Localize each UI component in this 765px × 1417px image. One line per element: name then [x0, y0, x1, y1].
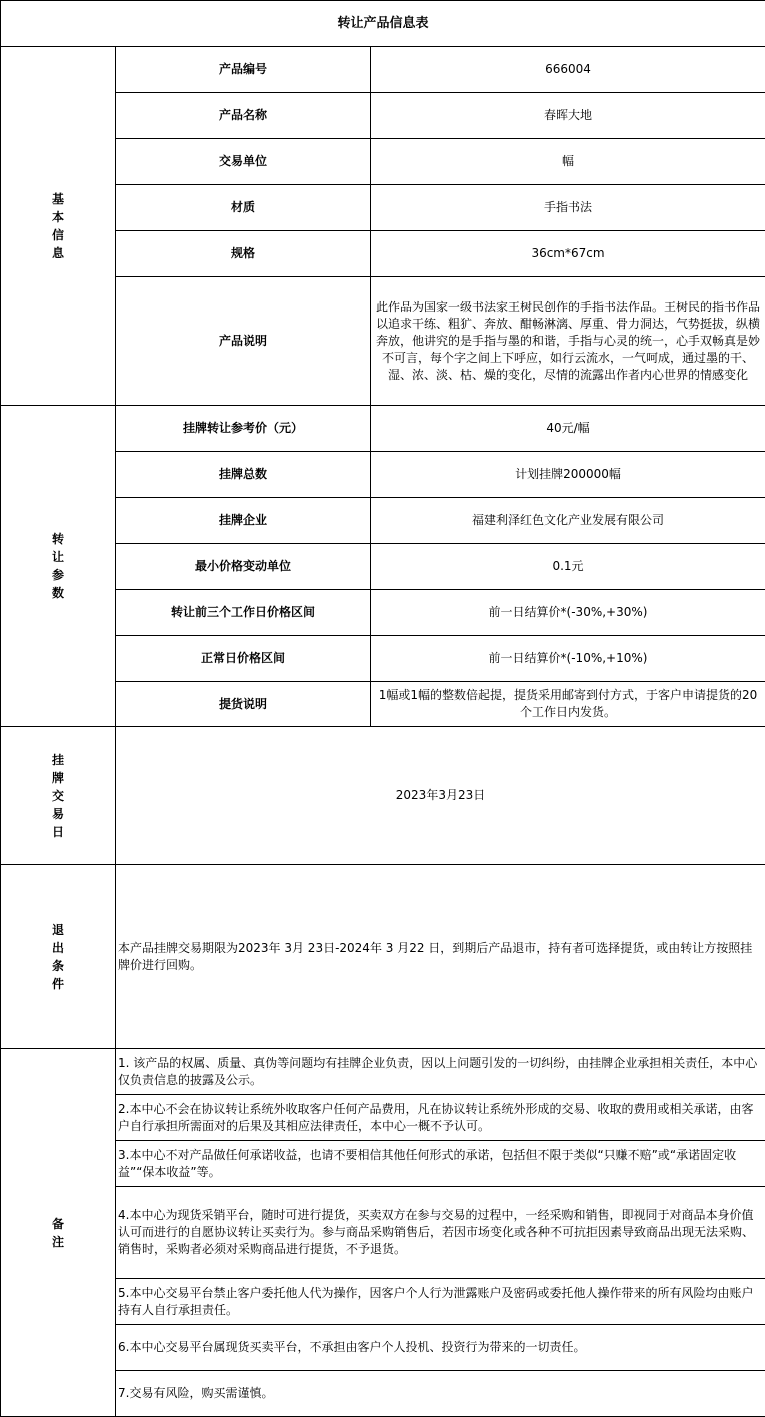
- section-exit-label: 退出条件: [51, 922, 64, 991]
- row-value: 计划挂牌200000幅: [371, 452, 765, 498]
- row-value: 手指书法: [371, 185, 765, 231]
- section-remarks: [1, 1049, 116, 1417]
- row-label: 交易单位: [116, 139, 371, 185]
- row-value: 666004: [371, 47, 765, 93]
- section-transfer-label: 转让参数: [51, 532, 64, 600]
- section-exit-conditions: [1, 865, 116, 1049]
- product-description: 此作品为国家一级书法家王树民创作的手指书法作品。王树民的指书作品以追求干练、粗犷、奔放、酣畅淋漓、厚重、骨力洞达，气势挺拔，纵横奔放，他讲究的是手指与墨的和谐，手指与心灵的统一，心手双畅真是妙不可言，每个字之间上下呼应，如行云流水，一气呵成，通过墨的干、湿、浓、淡、枯、燥的变化，尽情的流露出作者内心世界的情感变化: [371, 277, 765, 406]
- remark-item: 4.本中心为现货采销平台，随时可进行提货，买卖双方在参与交易的过程中，一经采购和销售，即视同于对商品本身价值认可而进行的自愿协议转让买卖行为。参与商品采购销售后，若因市场变化或各种不可抗拒因素导致商品出现无法采购、销售时，采购者必须对采购商品进行提货，不予退货。: [116, 1187, 765, 1279]
- row-label: 挂牌总数: [116, 452, 371, 498]
- row-value: 前一日结算价*(-10%,+10%): [371, 636, 765, 682]
- remark-item: 6.本中心交易平台属现货买卖平台，不承担由客户个人投机、投资行为带来的一切责任。: [116, 1325, 765, 1371]
- row-value: 前一日结算价*(-30%,+30%): [371, 590, 765, 636]
- row-label: 产品说明: [116, 277, 371, 406]
- remark-item: 2.本中心不会在协议转让系统外收取客户任何产品费用，凡在协议转让系统外形成的交易、收取的费用或相关承诺，由客户自行承担所需面对的后果及其相应法律责任，本中心一概不予认可。: [116, 1095, 765, 1141]
- remark-item: 5.本中心交易平台禁止客户委托他人代为操作，因客户个人行为泄露账户及密码或委托他人操作带来的所有风险均由账户持有人自行承担责任。: [116, 1279, 765, 1325]
- section-remarks-label: 备注: [51, 1216, 64, 1249]
- row-label: 挂牌企业: [116, 498, 371, 544]
- table-title: 转让产品信息表: [1, 1, 765, 47]
- row-label: 产品编号: [116, 47, 371, 93]
- row-label: 最小价格变动单位: [116, 544, 371, 590]
- listing-date-value: 2023年3月23日: [116, 727, 765, 865]
- section-listing-date: [1, 727, 116, 865]
- exit-conditions-text: 本产品挂牌交易期限为2023年 3月 23日-2024年 3 月22 日，到期后产品退市，持有者可选择提货，或由转让方按照挂牌价进行回购。: [116, 865, 765, 1049]
- row-value: 幅: [371, 139, 765, 185]
- row-label: 提货说明: [116, 682, 371, 727]
- row-value: 春晖大地: [371, 93, 765, 139]
- section-listing-label: 挂牌交易日: [51, 752, 64, 839]
- section-basic-info: [1, 47, 116, 406]
- remark-item: 1. 该产品的权属、质量、真伪等问题均有挂牌企业负责，因以上问题引发的一切纠纷，由挂牌企业承担相关责任，本中心仅负责信息的披露及公示。: [116, 1049, 765, 1095]
- remark-item: 7.交易有风险，购买需谨慎。: [116, 1371, 765, 1417]
- row-value: 40元/幅: [371, 406, 765, 452]
- row-label: 正常日价格区间: [116, 636, 371, 682]
- row-label: 挂牌转让参考价（元）: [116, 406, 371, 452]
- section-transfer-params: [1, 406, 116, 727]
- row-label: 产品名称: [116, 93, 371, 139]
- row-label: 转让前三个工作日价格区间: [116, 590, 371, 636]
- row-label: 材质: [116, 185, 371, 231]
- remark-item: 3.本中心不对产品做任何承诺收益，也请不要相信其他任何形式的承诺，包括但不限于类似“只赚不赔”或“承诺固定收益”“保本收益”等。: [116, 1141, 765, 1187]
- section-basic-label: 基本信息: [51, 192, 64, 260]
- row-value: 0.1元: [371, 544, 765, 590]
- row-value: 福建利泽红色文化产业发展有限公司: [371, 498, 765, 544]
- row-value: 36cm*67cm: [371, 231, 765, 277]
- delivery-note: 1幅或1幅的整数倍起提，提货采用邮寄到付方式，于客户申请提货的20个工作日内发货。: [371, 682, 765, 727]
- row-label: 规格: [116, 231, 371, 277]
